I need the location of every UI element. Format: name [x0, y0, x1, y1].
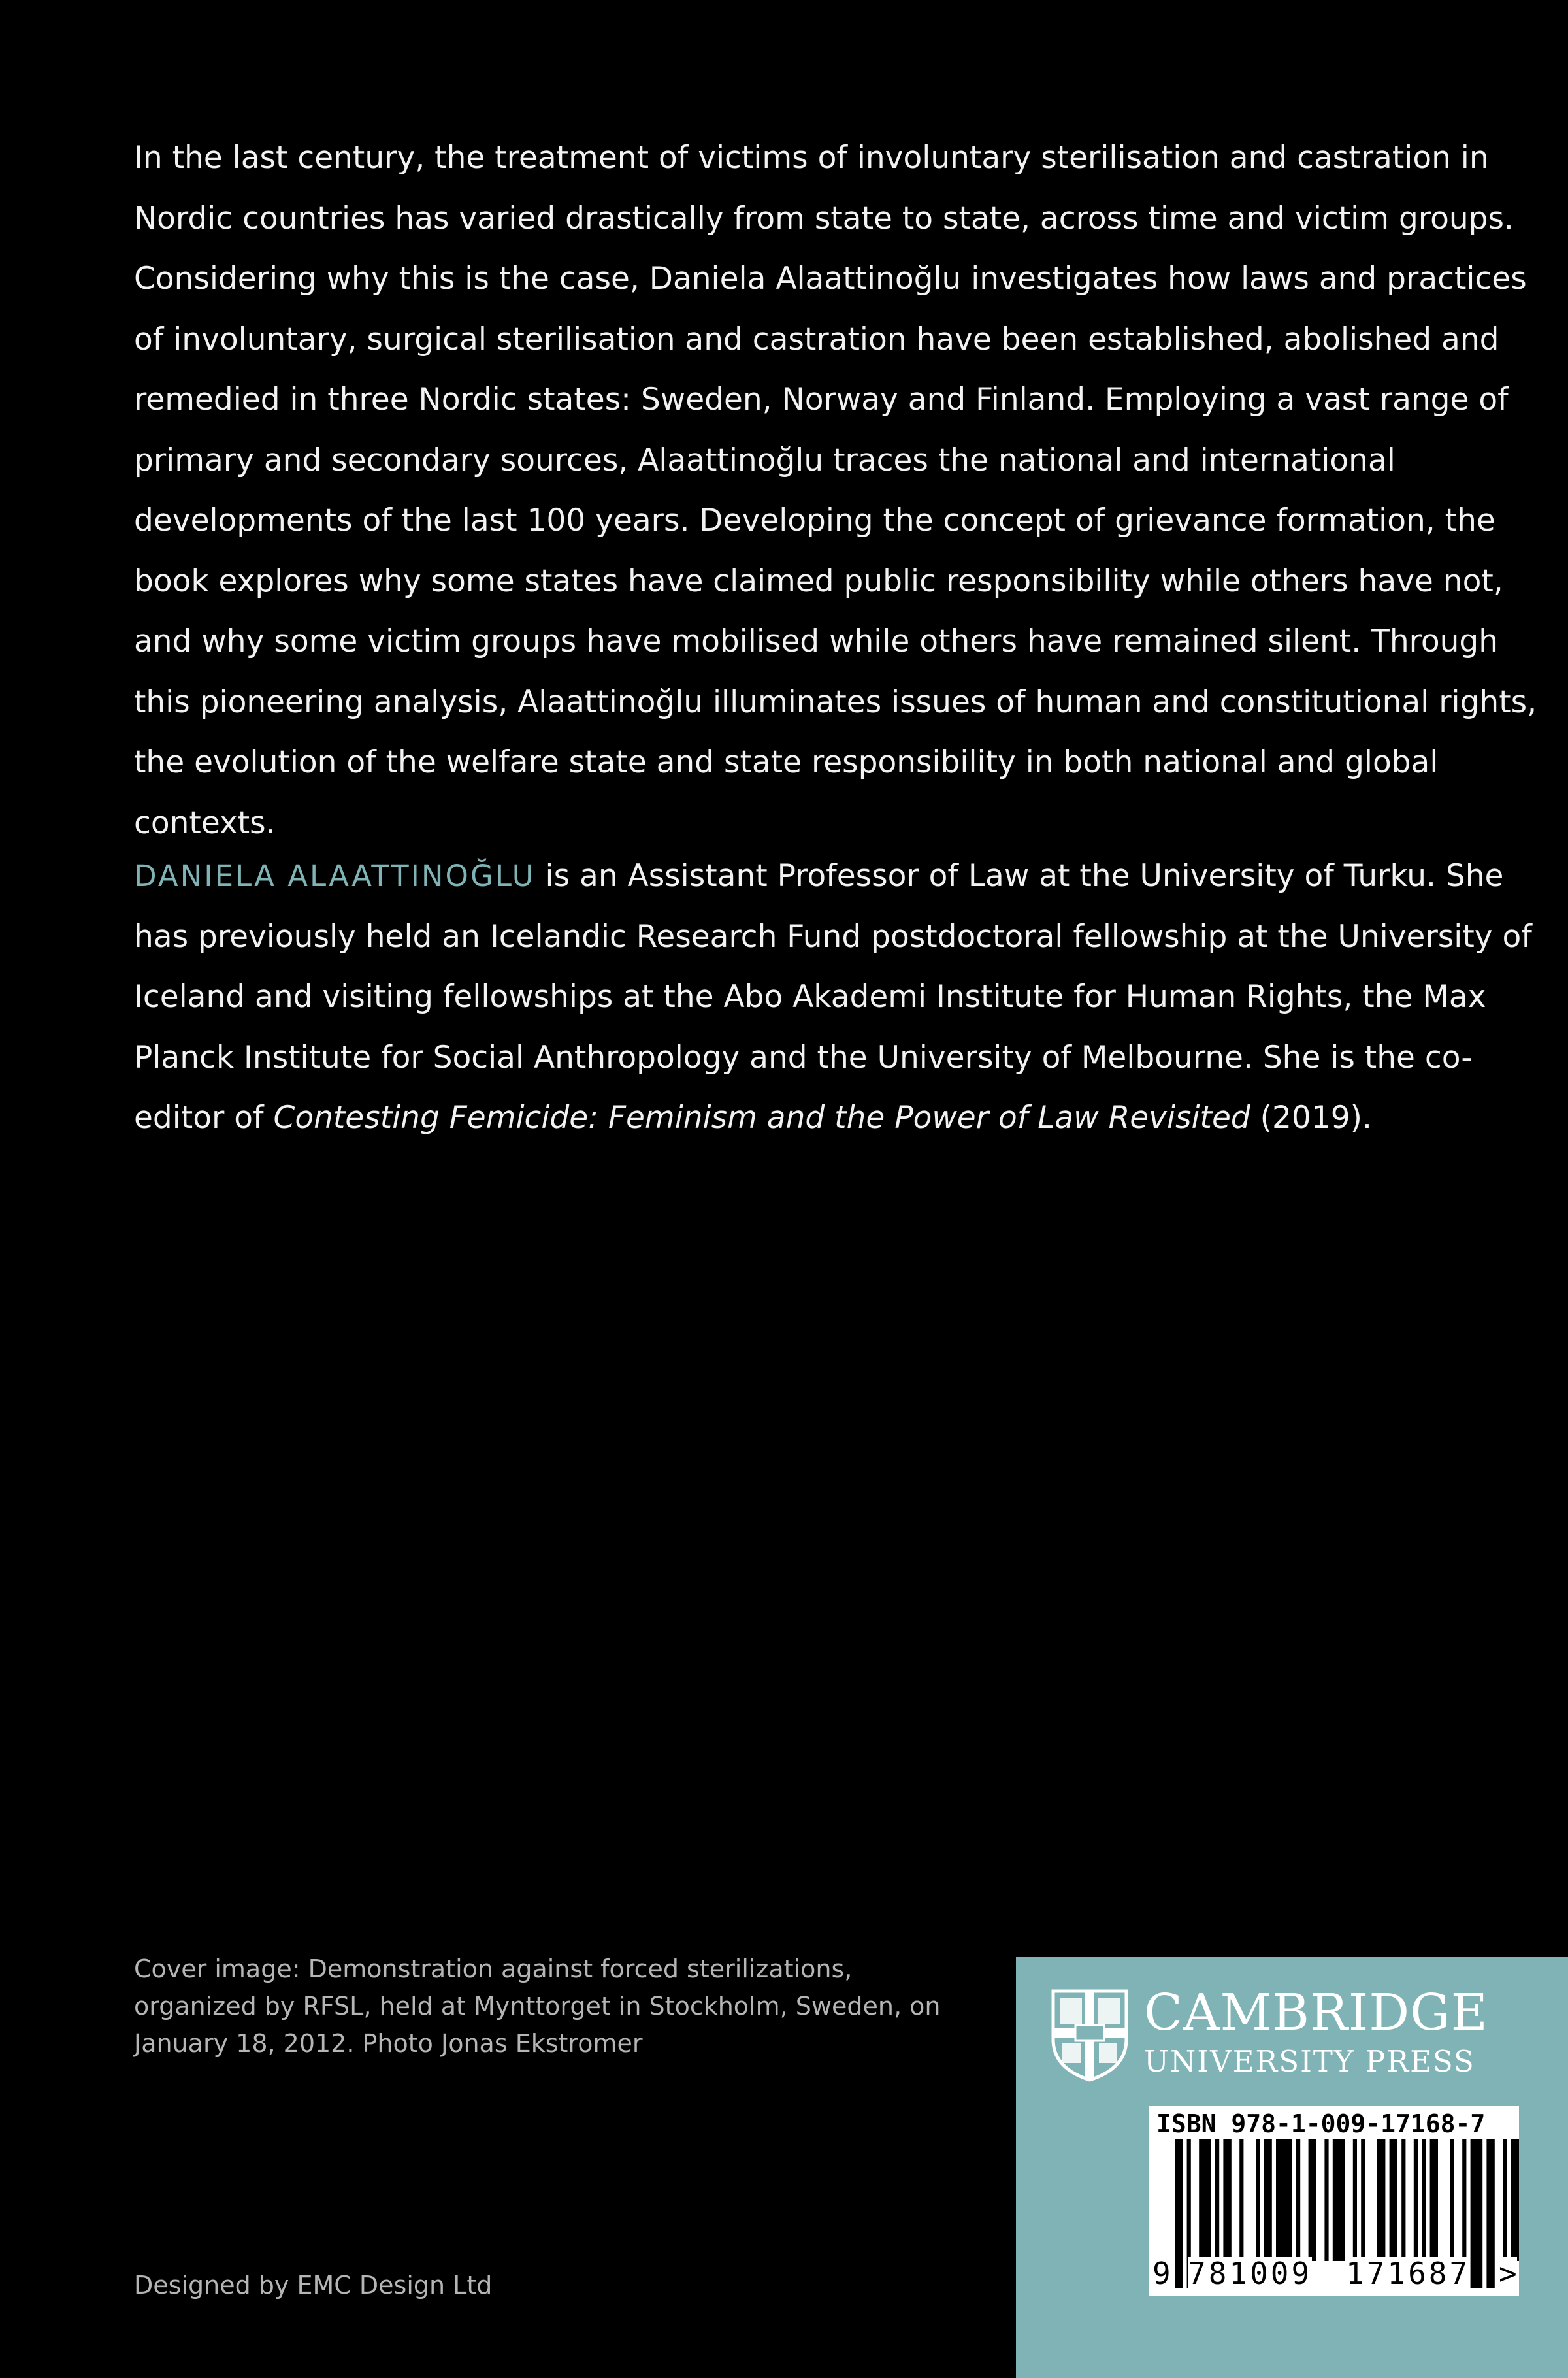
designer-credit: Designed by EMC Design Ltd	[134, 2271, 493, 2300]
author-name: DANIELA ALAATTINOĞLU	[134, 859, 536, 893]
barcode-digits-right: 171687	[1346, 2256, 1471, 2291]
barcode-digits-left: 781009	[1188, 2256, 1313, 2291]
bio-text-before: is an Assistant Professor of Law at the University of Turku. She has previously held an Icelandic Research Fund postdoctoral fellowship at the University of Iceland and visiting fellowships at the Abo Akademi Institute for Human Rights, the Max Planck Institute for Social Anthropology and the University of Melbourne. She is the co-editor of	[134, 858, 1532, 1136]
cover-image-credit: Cover image: Demonstration against forced sterilizations, organized by RFSL, held at Mynttorget in Stockholm, Sweden, on January 18, 2012. Photo Jonas Ekstromer	[134, 1955, 941, 2058]
barcode-first-digit: 9	[1152, 2256, 1171, 2291]
isbn-number: ISBN 978-1-009-17168-7	[1156, 2109, 1486, 2138]
publisher-panel	[1016, 1957, 1568, 2378]
university-crest-icon	[1051, 1989, 1129, 2083]
co-edited-book-title: Contesting Femicide: Feminism and the Power of Law Revisited	[273, 1100, 1250, 1136]
barcode-quiet-mark: >	[1499, 2256, 1517, 2291]
bio-text-after: (2019).	[1250, 1100, 1372, 1136]
author-bio	[134, 846, 1539, 1149]
isbn-barcode	[1149, 2106, 1519, 2296]
description-text: In the last century, the treatment of victims of involuntary sterilisation and castration in Nordic countries has varied drastically from state to state, across time and victim groups. Considering why this is the case, Daniela Alaattinoğlu investigates how laws and practices of involuntary, surgical sterilisation and castration have been established, abolished and remedied in three Nordic states: Sweden, Norway and Finland. Employing a vast range of primary and secondary sources, Alaattinoğlu traces the national and international developments of the last 100 years. Developing the concept of grievance formation, the book explores why some states have claimed public responsibility while others have not, and why some victim groups have mobilised while others have remained silent. Through this pioneering analysis, Alaattinoğlu illuminates issues of human and constitutional rights, the evolution of the welfare state and state responsibility in both national and global contexts.	[134, 140, 1537, 841]
publisher-name-line2: UNIVERSITY PRESS	[1144, 2044, 1475, 2079]
publisher-name-line1: CAMBRIDGE	[1144, 1984, 1488, 2042]
